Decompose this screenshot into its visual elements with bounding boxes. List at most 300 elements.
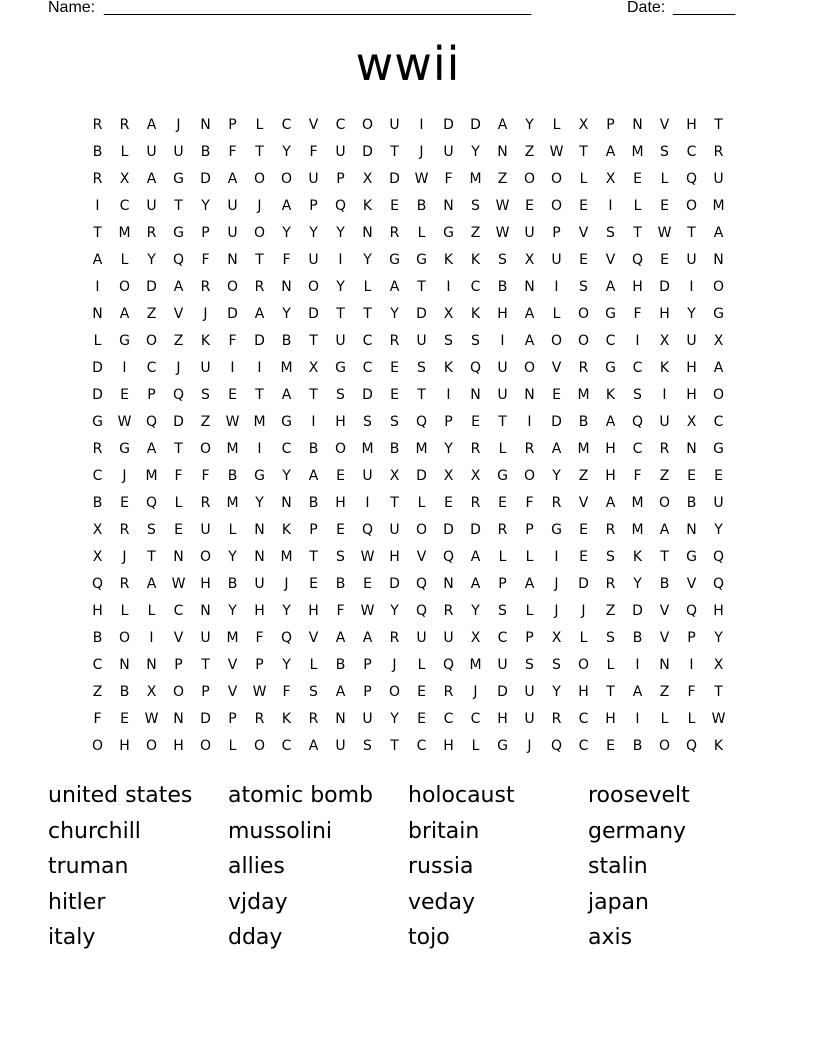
grid-letter: O (253, 171, 266, 187)
grid-row (84, 679, 732, 706)
page-title: wwii (355, 37, 461, 91)
grid-letter: O (91, 738, 104, 754)
word-bank-item: britain (408, 818, 480, 844)
grid-letter: X (713, 333, 724, 349)
grid-letter: K (470, 252, 481, 268)
grid-letter: P (444, 414, 453, 430)
grid-letter: R (119, 522, 130, 538)
grid-letter: G (389, 252, 400, 268)
grid-letter: W (117, 414, 132, 430)
grid-letter: I (365, 495, 370, 511)
grid-letter: N (524, 387, 535, 403)
grid-letter: O (199, 738, 212, 754)
grid-letter: E (633, 171, 642, 187)
grid-letter: I (635, 657, 640, 673)
grid-letter: U (497, 657, 508, 673)
grid-letter: D (389, 576, 400, 592)
grid-letter: F (525, 495, 534, 511)
word-bank-item: allies (228, 854, 285, 879)
grid-letter: H (443, 738, 454, 754)
grid-letter: J (284, 576, 289, 592)
grid-letter: T (93, 225, 102, 241)
grid-letter: C (443, 711, 454, 727)
grid-letter: G (497, 468, 508, 484)
grid-letter: U (335, 144, 346, 160)
grid-letter: Z (578, 468, 589, 484)
grid-letter: S (336, 549, 345, 565)
grid-letter: C (173, 603, 184, 619)
grid-letter: O (361, 117, 374, 133)
grid-letter: Q (442, 657, 455, 673)
grid-letter: E (579, 198, 588, 214)
grid-letter: A (146, 441, 157, 457)
grid-letter: N (119, 657, 130, 673)
grid-letter: U (335, 333, 346, 349)
grid-letter: E (390, 387, 399, 403)
grid-letter: U (524, 684, 535, 700)
grid-letter: A (146, 171, 157, 187)
grid-letter: U (686, 333, 697, 349)
grid-letter: Y (552, 684, 561, 700)
grid-letter: Y (363, 252, 372, 268)
grid-letter: A (146, 576, 157, 592)
grid-letter: S (309, 684, 318, 700)
grid-row (84, 112, 732, 139)
grid-letter: M (712, 198, 725, 214)
grid-letter: M (631, 495, 644, 511)
grid-letter: Z (659, 684, 670, 700)
grid-letter: F (282, 252, 291, 268)
grid-letter: P (255, 657, 264, 673)
grid-letter: C (578, 738, 589, 754)
grid-letter: Z (470, 225, 481, 241)
grid-letter: I (419, 117, 424, 133)
grid-letter: U (443, 144, 454, 160)
grid-letter: R (659, 441, 670, 457)
grid-letter: K (713, 738, 724, 754)
grid-letter: A (119, 306, 130, 322)
grid-row (84, 517, 732, 544)
grid-letter: O (523, 360, 536, 376)
grid-letter: W (549, 144, 564, 160)
grid-letter: N (254, 549, 265, 565)
grid-letter: U (227, 198, 238, 214)
grid-letter: A (524, 576, 535, 592)
grid-letter: D (173, 414, 184, 430)
grid-letter: G (443, 225, 454, 241)
grid-letter: R (497, 522, 508, 538)
grid-letter: H (173, 738, 184, 754)
grid-letter: Q (685, 603, 698, 619)
grid-letter: Y (282, 144, 291, 160)
grid-letter: B (497, 279, 508, 295)
grid-letter: Q (469, 360, 482, 376)
grid-letter: I (95, 198, 100, 214)
grid-letter: S (606, 630, 615, 646)
grid-letter: I (662, 387, 667, 403)
grid-letter: R (200, 495, 211, 511)
grid-row (84, 220, 732, 247)
grid-letter: L (606, 657, 615, 673)
grid-letter: Y (390, 603, 399, 619)
grid-letter: X (659, 333, 670, 349)
grid-letter: P (147, 387, 156, 403)
grid-letter: X (443, 306, 454, 322)
grid-letter: O (550, 171, 563, 187)
grid-letter: S (498, 252, 507, 268)
grid-letter: P (201, 225, 210, 241)
grid-letter: V (173, 306, 184, 322)
grid-row (84, 139, 732, 166)
grid-letter: N (281, 279, 292, 295)
word-bank-item: mussolini (228, 818, 333, 844)
grid-letter: A (605, 279, 616, 295)
grid-letter: H (686, 117, 697, 133)
grid-letter: V (551, 360, 562, 376)
grid-letter: L (687, 711, 696, 727)
grid-letter: D (416, 468, 427, 484)
grid-letter: H (119, 738, 130, 754)
grid-letter: H (605, 711, 616, 727)
grid-letter: L (120, 252, 129, 268)
grid-letter: B (632, 630, 643, 646)
grid-letter: W (171, 576, 186, 592)
grid-letter: R (146, 225, 157, 241)
name-field-line[interactable]: ________________________________________________ (104, 0, 532, 16)
grid-letter: Y (228, 603, 237, 619)
word-bank-item: churchill (48, 818, 141, 844)
grid-letter: R (713, 144, 724, 160)
word-bank-item: roosevelt (588, 783, 690, 808)
grid-letter: Z (173, 333, 184, 349)
grid-letter: B (308, 441, 319, 457)
grid-letter: I (554, 279, 559, 295)
grid-letter: L (417, 225, 426, 241)
grid-letter: G (605, 306, 616, 322)
grid-letter: I (554, 549, 559, 565)
grid-letter: X (470, 468, 481, 484)
grid-letter: B (632, 738, 643, 754)
grid-letter: J (392, 657, 397, 673)
grid-letter: H (686, 360, 697, 376)
grid-letter: S (363, 414, 372, 430)
grid-letter: U (416, 630, 427, 646)
grid-letter: R (524, 441, 535, 457)
grid-letter: T (255, 144, 264, 160)
grid-letter: G (713, 441, 724, 457)
grid-letter: R (605, 522, 616, 538)
grid-letter: U (389, 522, 400, 538)
grid-letter: M (118, 225, 131, 241)
grid-letter: I (311, 414, 316, 430)
grid-letter: C (146, 360, 157, 376)
grid-letter: M (253, 414, 266, 430)
grid-letter: Y (201, 198, 210, 214)
word-bank-item: italy (48, 925, 96, 950)
grid-letter: U (551, 252, 562, 268)
grid-letter: O (577, 657, 590, 673)
grid-row (84, 355, 732, 382)
grid-letter: Z (659, 468, 670, 484)
grid-letter: N (254, 522, 265, 538)
grid-letter: T (579, 144, 588, 160)
grid-letter: E (417, 711, 426, 727)
grid-letter: Y (390, 306, 399, 322)
grid-letter: L (579, 171, 588, 187)
grid-letter: R (389, 225, 400, 241)
grid-letter: T (606, 684, 615, 700)
grid-letter: E (174, 522, 183, 538)
grid-letter: S (471, 333, 480, 349)
grid-letter: Q (145, 414, 158, 430)
grid-letter: D (389, 171, 400, 187)
grid-letter: A (389, 279, 400, 295)
grid-letter: W (360, 603, 375, 619)
grid-letter: J (527, 738, 532, 754)
grid-letter: D (443, 117, 454, 133)
grid-letter: T (255, 387, 264, 403)
grid-letter: L (552, 117, 561, 133)
grid-letter: Q (91, 576, 104, 592)
grid-letter: E (336, 468, 345, 484)
grid-letter: K (443, 252, 454, 268)
grid-letter: Q (334, 198, 347, 214)
grid-letter: T (498, 414, 507, 430)
grid-letter: P (363, 657, 372, 673)
grid-row (84, 409, 732, 436)
grid-letter: R (551, 711, 562, 727)
grid-letter: B (92, 630, 103, 646)
grid-letter: Y (633, 576, 642, 592)
grid-letter: I (257, 360, 262, 376)
grid-letter: R (119, 117, 130, 133)
grid-letter: T (309, 333, 318, 349)
grid-letter: C (470, 711, 481, 727)
grid-letter: T (174, 441, 183, 457)
grid-letter: G (497, 738, 508, 754)
grid-letter: C (119, 198, 130, 214)
grid-letter: G (119, 333, 130, 349)
grid-letter: N (713, 252, 724, 268)
grid-letter: B (308, 495, 319, 511)
grid-letter: J (203, 306, 208, 322)
grid-letter: U (362, 468, 373, 484)
grid-letter: T (336, 306, 345, 322)
grid-letter: R (470, 441, 481, 457)
grid-letter: U (335, 738, 346, 754)
grid-letter: X (146, 684, 157, 700)
grid-letter: S (525, 657, 534, 673)
date-label: Date: (627, 0, 666, 16)
grid-letter: S (633, 387, 642, 403)
grid-letter: U (308, 252, 319, 268)
word-bank-item: holocaust (408, 783, 515, 808)
grid-letter: G (713, 306, 724, 322)
grid-letter: K (632, 549, 643, 565)
grid-letter: N (200, 117, 211, 133)
grid-letter: I (446, 387, 451, 403)
grid-letter: T (390, 144, 399, 160)
grid-letter: L (525, 603, 534, 619)
grid-letter: A (713, 360, 724, 376)
grid-letter: F (201, 468, 210, 484)
grid-letter: A (281, 387, 292, 403)
grid-letter: F (282, 684, 291, 700)
grid-letter: C (281, 738, 292, 754)
grid-letter: N (443, 576, 454, 592)
grid-letter: F (93, 711, 102, 727)
grid-letter: H (659, 306, 670, 322)
grid-letter: U (416, 333, 427, 349)
grid-letter: M (361, 441, 374, 457)
grid-letter: H (92, 603, 103, 619)
grid-letter: F (174, 468, 183, 484)
grid-letter: V (659, 603, 670, 619)
grid-letter: Z (605, 603, 616, 619)
grid-letter: S (363, 738, 372, 754)
grid-letter: N (92, 306, 103, 322)
grid-letter: A (605, 414, 616, 430)
grid-letter: A (335, 684, 346, 700)
grid-letter: G (416, 252, 427, 268)
grid-letter: L (417, 657, 426, 673)
grid-letter: N (362, 225, 373, 241)
grid-letter: I (122, 360, 127, 376)
grid-letter: D (443, 522, 454, 538)
grid-letter: B (119, 684, 130, 700)
grid-letter: Q (550, 738, 563, 754)
grid-letter: V (227, 657, 238, 673)
grid-letter: O (307, 279, 320, 295)
grid-letter: P (363, 684, 372, 700)
grid-letter: R (389, 333, 400, 349)
grid-letter: H (254, 603, 265, 619)
grid-row (84, 274, 732, 301)
word-bank-item: united states (48, 783, 193, 808)
grid-letter: U (200, 522, 211, 538)
grid-letter: E (120, 495, 129, 511)
word-bank-item: japan (588, 889, 649, 915)
grid-letter: I (95, 279, 100, 295)
grid-letter: S (660, 144, 669, 160)
grid-letter: O (712, 387, 725, 403)
grid-letter: H (713, 603, 724, 619)
grid-letter: V (173, 630, 184, 646)
grid-letter: E (390, 198, 399, 214)
grid-row (84, 436, 732, 463)
grid-letter: X (92, 522, 103, 538)
grid-letter: Y (228, 549, 237, 565)
grid-letter: Y (714, 630, 723, 646)
grid-letter: V (308, 630, 319, 646)
grid-letter: O (550, 333, 563, 349)
grid-letter: C (632, 360, 643, 376)
grid-row (84, 490, 732, 517)
grid-letter: M (145, 468, 158, 484)
grid-letter: L (498, 441, 507, 457)
grid-letter: C (470, 279, 481, 295)
grid-letter: E (444, 495, 453, 511)
grid-letter: K (281, 711, 292, 727)
grid-letter: T (255, 252, 264, 268)
grid-letter: R (308, 711, 319, 727)
grid-letter: T (147, 549, 156, 565)
grid-letter: X (362, 171, 373, 187)
grid-letter: R (605, 576, 616, 592)
grid-letter: H (632, 279, 643, 295)
grid-letter: L (93, 333, 102, 349)
grid-letter: Y (336, 225, 345, 241)
grid-letter: H (578, 684, 589, 700)
grid-letter: T (309, 549, 318, 565)
grid-letter: P (309, 522, 318, 538)
grid-letter: M (631, 144, 644, 160)
grid-letter: C (92, 657, 103, 673)
grid-letter: C (281, 441, 292, 457)
grid-letter: L (147, 603, 156, 619)
grid-letter: O (388, 684, 401, 700)
grid-letter: G (173, 171, 184, 187)
grid-letter: H (335, 414, 346, 430)
grid-letter: O (172, 684, 185, 700)
grid-letter: Y (336, 279, 345, 295)
grid-letter: F (228, 144, 237, 160)
grid-letter: M (226, 630, 239, 646)
grid-letter: Q (415, 576, 428, 592)
grid-letter: W (144, 711, 159, 727)
grid-letter: J (554, 576, 559, 592)
grid-letter: T (363, 306, 372, 322)
grid-letter: U (254, 576, 265, 592)
grid-letter: A (254, 306, 265, 322)
grid-letter: M (631, 522, 644, 538)
grid-letter: A (173, 279, 184, 295)
grid-letter: J (419, 144, 424, 160)
grid-letter: L (498, 549, 507, 565)
grid-row (84, 598, 732, 625)
grid-letter: O (658, 738, 671, 754)
grid-letter: X (443, 468, 454, 484)
grid-letter: O (199, 441, 212, 457)
grid-letter: F (687, 684, 696, 700)
grid-letter: L (633, 198, 642, 214)
grid-letter: B (92, 144, 103, 160)
grid-letter: S (390, 414, 399, 430)
word-bank-item: tojo (408, 925, 450, 950)
grid-letter: O (226, 279, 239, 295)
grid-letter: C (632, 441, 643, 457)
grid-letter: E (120, 387, 129, 403)
grid-letter: M (280, 360, 293, 376)
grid-letter: U (497, 387, 508, 403)
grid-letter: W (360, 549, 375, 565)
date-field-line[interactable]: _______ (673, 0, 736, 16)
grid-letter: U (443, 630, 454, 646)
grid-letter: D (659, 279, 670, 295)
grid-row (84, 247, 732, 274)
grid-letter: Z (146, 306, 157, 322)
grid-letter: D (362, 144, 373, 160)
grid-letter: Y (282, 603, 291, 619)
grid-letter: V (308, 117, 319, 133)
grid-letter: H (605, 468, 616, 484)
grid-letter: C (92, 468, 103, 484)
word-bank-item: veday (408, 889, 476, 915)
grid-row (84, 382, 732, 409)
grid-letter: U (659, 414, 670, 430)
grid-letter: K (605, 387, 616, 403)
grid-letter: L (309, 657, 318, 673)
